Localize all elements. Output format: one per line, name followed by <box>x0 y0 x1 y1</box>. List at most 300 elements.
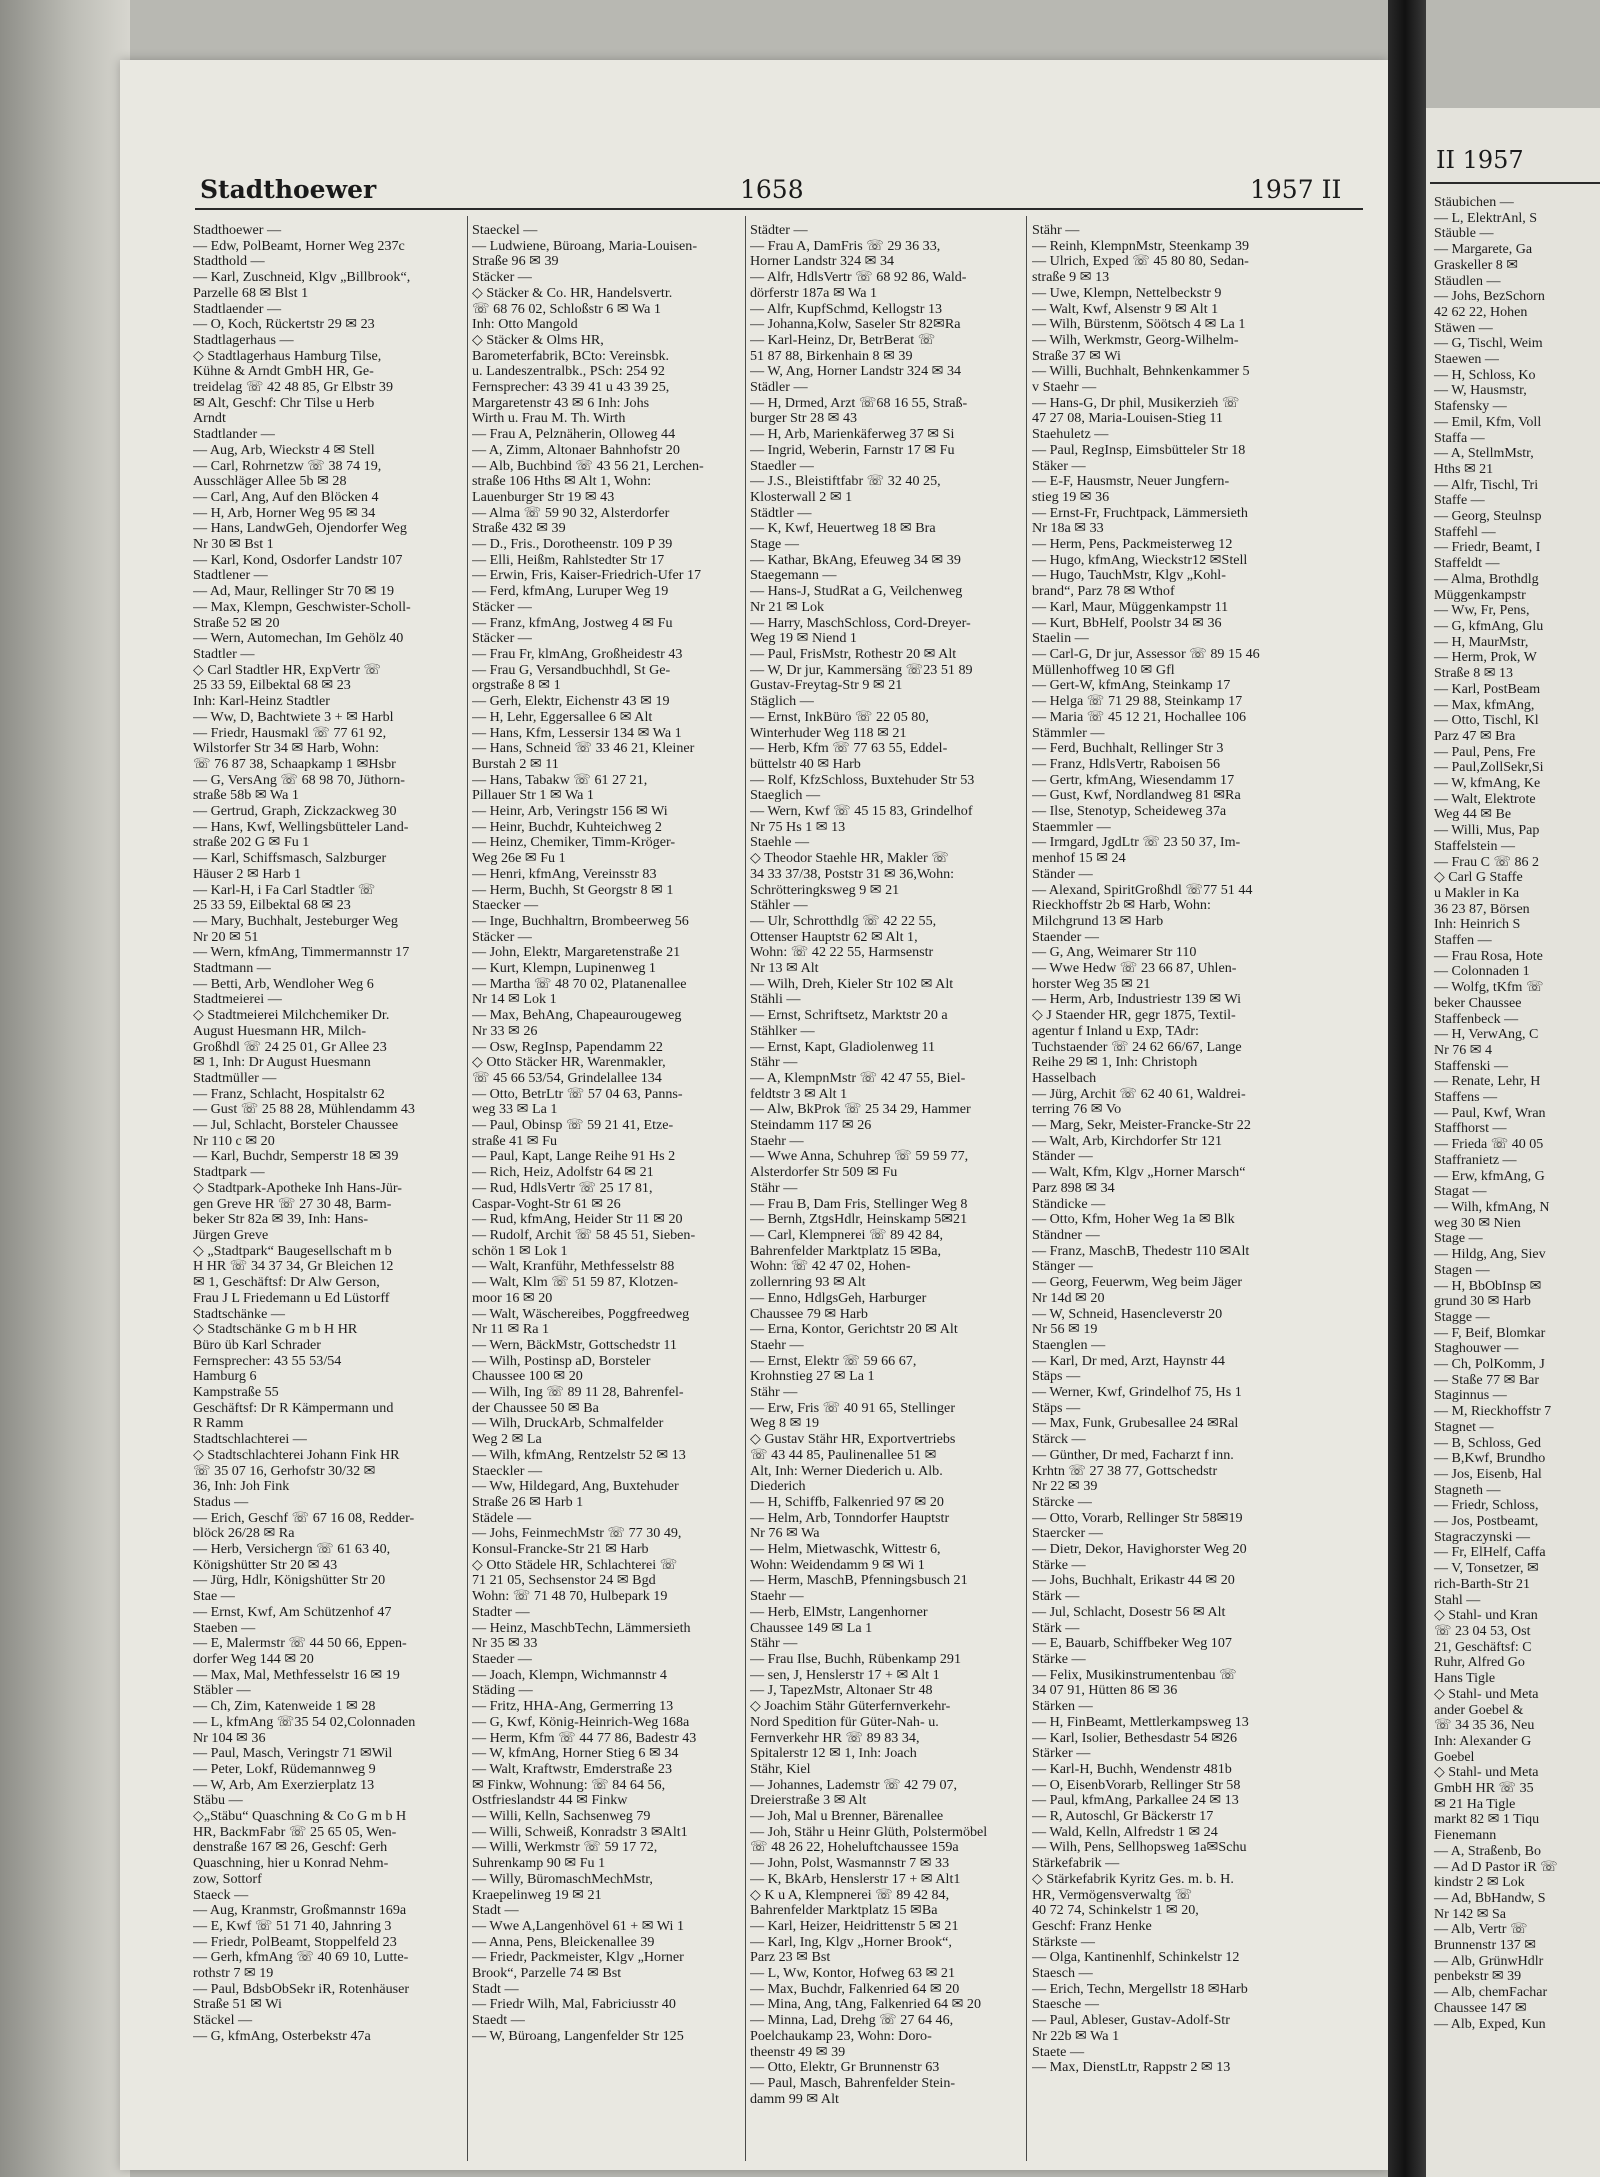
directory-entry-line: Kühne & Arndt GmbH HR, Ge- <box>193 364 374 380</box>
directory-entry-line: — Karl, Zuschneid, Klgv „Billbrook“, <box>193 270 411 286</box>
directory-entry-line: Hamburg 6 <box>193 1369 257 1385</box>
directory-entry-line: — Paul, Kapt, Lange Reihe 91 Hs 2 <box>472 1149 676 1165</box>
directory-entry-line: — Reinh, KlempnMstr, Steenkamp 39 <box>1032 238 1250 254</box>
directory-entry-line: — Günther, Dr med, Facharzt f inn. <box>1032 1447 1234 1463</box>
directory-entry-line: HR, Vermögensverwaltg ☏ <box>1032 1887 1193 1903</box>
directory-entry-line: feldtstr 3 ✉ Alt 1 <box>750 1086 848 1102</box>
directory-entry-line: — Frau A, DamFris ☏ 29 36 33, <box>750 238 941 254</box>
directory-entry-line: — Johannes, Lademstr ☏ 42 79 07, <box>750 1777 958 1793</box>
directory-entry-line: Nr 110 c ✉ 20 <box>193 1133 275 1149</box>
directory-entry-line: — Carl, Klempnerei ☏ 89 42 84, <box>750 1228 943 1243</box>
directory-entry-line: — Ernst, Schriftsetz, Marktstr 20 a <box>750 1008 948 1024</box>
facing-entry-line: ◇ Stahl- und Meta <box>1434 1686 1539 1702</box>
directory-entry-line: Steindamm 117 ✉ 26 <box>750 1118 872 1134</box>
directory-entry-line: Staehr — <box>750 1589 804 1605</box>
directory-entry-line: — Kurt, Klempn, Lupinenweg 1 <box>472 961 656 977</box>
directory-entry-line: straße 41 ✉ Fu <box>472 1133 558 1149</box>
header-rule <box>195 208 1363 210</box>
directory-entry-line: — Johanna,Kolw, Saseler Str 82✉Ra <box>750 317 961 333</box>
facing-entry-line: Stagen — <box>1434 1262 1490 1278</box>
directory-entry-line: — Herm, Arb, Industriestr 139 ✉ Wi <box>1032 992 1242 1008</box>
directory-entry-line: Straße 37 ✉ Wi <box>1032 348 1121 364</box>
directory-entry-line: — Wilh, Bürstenm, Söötsch 4 ✉ La 1 <box>1032 317 1246 333</box>
directory-entry-line: — Hans, Schneid ☏ 33 46 21, Kleiner <box>472 741 695 757</box>
directory-entry-line: — Hans, Tabakw ☏ 61 27 21, <box>472 772 648 788</box>
facing-entry-line: — Max, kfmAng, <box>1434 697 1535 713</box>
directory-entry-line: zow, Sottorf <box>193 1871 262 1887</box>
facing-entry-line: Stagraczynski — <box>1434 1529 1531 1545</box>
directory-entry-line: — Herm, Buchh, St Georgstr 8 ✉ 1 <box>472 882 674 898</box>
directory-entry-line: Stäps — <box>1032 1369 1081 1385</box>
directory-entry-line: Stäker — <box>1032 458 1086 474</box>
directory-entry-line: — Felix, Musikinstrumentenbau ☏ <box>1032 1667 1237 1683</box>
directory-entry-line: — Maria ☏ 45 12 21, Hochallee 106 <box>1032 709 1247 725</box>
directory-entry-line: — Paul, FrisMstr, Rothestr 20 ✉ Alt <box>750 646 957 662</box>
directory-entry-line: Bahrenfelder Marktplatz 15 ✉Ba <box>750 1903 938 1919</box>
directory-entry-line: — Hans, Kfm, Lessersir 134 ✉ Wa 1 <box>472 725 682 741</box>
directory-entry-line: Nr 76 ✉ Wa <box>750 1526 820 1542</box>
facing-entry-line: markt 82 ✉ 1 Tiqu <box>1434 1812 1540 1828</box>
facing-entry-line: ✉ 21 Ha Tigle <box>1434 1796 1516 1812</box>
directory-entry-line: — Rolf, KfzSchloss, Buxtehuder Str 53 <box>750 772 975 788</box>
directory-entry-line: Nr 11 ✉ Ra 1 <box>472 1322 550 1338</box>
directory-entry-line: — W, Dr jur, Kammersäng ☏23 51 89 <box>750 662 973 678</box>
directory-entry-line: Alsterdorfer Str 509 ✉ Fu <box>750 1165 898 1181</box>
directory-entry-line: — Mina, Ang, tAng, Falkenried 64 ✉ 20 <box>750 1997 982 2013</box>
directory-entry-line: — Otto, Kfm, Hoher Weg 1a ✉ Blk <box>1032 1212 1235 1228</box>
directory-entry-line: Staeck — <box>193 1887 249 1903</box>
directory-entry-line: Parz 23 ✉ Bst <box>750 1950 831 1966</box>
facing-entry-line: Ruhr, Alfred Go <box>1434 1655 1525 1671</box>
directory-entry-line: — G, VersAng ☏ 68 98 70, Jüthorn- <box>193 772 405 788</box>
directory-entry-line: — Herb, Kfm ☏ 77 63 55, Eddel- <box>750 741 948 757</box>
facing-entry-line: Hths ✉ 21 <box>1434 461 1494 477</box>
facing-entry-line: — Hildg, Ang, Siev <box>1434 1247 1546 1263</box>
directory-entry-line: Stärke — <box>1032 1557 1086 1573</box>
directory-entry-line: Staehuletz — <box>1032 427 1109 443</box>
directory-entry-line: ◇„Stäbu“ Quaschning & Co G m b H <box>193 1809 407 1825</box>
directory-entry-line: Brook“, Parzelle 74 ✉ Bst <box>472 1966 622 1982</box>
directory-entry-line: Chaussee 100 ✉ 20 <box>472 1369 583 1385</box>
facing-entry-line: — Fr, ElHelf, Caffa <box>1434 1545 1546 1561</box>
directory-entry-line: — Karl, Schiffsmasch, Salzburger <box>193 851 387 867</box>
directory-entry-line: — Friedr, Hausmakl ☏ 77 61 92, <box>193 725 387 741</box>
directory-entry-line: — Gust, Kwf, Nordlandweg 81 ✉Ra <box>1032 788 1241 804</box>
facing-page <box>1426 108 1600 2177</box>
facing-entry-line: Staewen — <box>1434 352 1499 368</box>
directory-entry-line: 47 27 08, Maria-Louisen-Stieg 11 <box>1032 411 1223 427</box>
directory-entry-line: — Paul, kfmAng, Parkallee 24 ✉ 13 <box>1032 1793 1239 1809</box>
directory-entry-line: — Willy, BüromaschMechMstr, <box>472 1871 653 1887</box>
directory-entry-line: Kampstraße 55 <box>193 1385 279 1401</box>
directory-entry-line: 51 87 88, Birkenhain 8 ✉ 39 <box>750 348 913 364</box>
directory-entry-line: — Gerh, kfmAng ☏ 40 69 10, Lutte- <box>193 1950 409 1966</box>
directory-entry-line: Stadtschänke — <box>193 1306 285 1322</box>
directory-entry-line: Frau J L Friedemann u Ed Lüstorff <box>193 1290 390 1306</box>
directory-entry-line: — Gerh, Elektr, Eichenstr 43 ✉ 19 <box>472 694 670 710</box>
directory-entry-line: Stäbu — <box>193 1793 243 1809</box>
directory-entry-line: — A, Zimm, Altonaer Bahnhofstr 20 <box>472 442 680 458</box>
directory-entry-line: Stäcker — <box>472 631 532 647</box>
directory-entry-line: — W, Schneid, Hasencleverstr 20 <box>1032 1306 1223 1322</box>
facing-entry-line: Staffenski — <box>1434 1058 1509 1074</box>
directory-entry-line: — Wilh, Werkmstr, Georg-Wilhelm- <box>1032 332 1239 348</box>
directory-entry-line: Staender — <box>1032 929 1099 945</box>
directory-entry-line: Stärken — <box>1032 1699 1093 1715</box>
directory-entry-line: — Martha ☏ 48 70 02, Platanenallee <box>472 976 687 992</box>
directory-entry-line: — Otto, Elektr, Gr Brunnenstr 63 <box>750 2060 940 2076</box>
facing-entry-line: — Alma, Brothdlg <box>1434 571 1539 587</box>
directory-entry-line: — Alfr, HdlsVertr ☏ 68 92 86, Wald- <box>750 270 967 286</box>
directory-entry-line: Stadt — <box>472 1903 519 1919</box>
directory-entry-line: Rieckhoffstr 2b ✉ Harb, Wohn: <box>1032 898 1211 914</box>
directory-entry-line: Weg 8 ✉ 19 <box>750 1416 819 1432</box>
directory-entry-line: — Franz, HdlsVertr, Raboisen 56 <box>1032 756 1221 772</box>
facing-entry-line: Nr 76 ✉ 4 <box>1434 1042 1493 1058</box>
directory-entry-line: Stähr — <box>750 1180 798 1196</box>
directory-entry-line: — Frau G, Versandbuchhdl, St Ge- <box>472 662 671 678</box>
directory-entry-line: — J, TapezMstr, Altonaer Str 48 <box>750 1683 933 1699</box>
directory-entry-line: agentur f Inland u Exp, TAdr: <box>1032 1023 1199 1039</box>
directory-entry-line: — Ww, D, Bachtwiete 3 + ✉ Harbl <box>193 709 394 725</box>
directory-entry-line: Stähler — <box>750 898 808 914</box>
directory-entry-line: Straße 51 ✉ Wi <box>193 1997 282 2013</box>
directory-entry-line: Stage — <box>750 537 799 553</box>
directory-entry-line: Stärck — <box>1032 1432 1086 1448</box>
directory-entry-line: Städele — <box>472 1510 532 1526</box>
directory-entry-line: — Max, DienstLtr, Rappstr 2 ✉ 13 <box>1032 2060 1231 2076</box>
directory-entry-line: Nr 35 ✉ 33 <box>472 1636 538 1652</box>
directory-column-3 <box>750 223 1025 2158</box>
directory-entry-line: Nr 18a ✉ 33 <box>1032 521 1104 537</box>
directory-entry-line: — Gert-W, kfmAng, Steinkamp 17 <box>1032 678 1231 694</box>
directory-entry-line: — Walt, Kranführ, Methfesselstr 88 <box>472 1259 675 1275</box>
facing-entry-line: 36 23 87, Börsen <box>1434 901 1530 917</box>
directory-entry-line: — H, Drmed, Arzt ☏68 16 55, Straß- <box>750 395 968 411</box>
directory-entry-line: — W, Arb, Am Exerzierplatz 13 <box>193 1777 375 1793</box>
directory-entry-line: August Huesmann HR, Milch- <box>193 1023 367 1039</box>
directory-entry-line: — Erich, Geschf ☏ 67 16 08, Redder- <box>193 1510 415 1526</box>
directory-entry-line: — Walt, Kraftwstr, Emderstraße 23 <box>472 1761 672 1777</box>
facing-entry-line: 21, Geschäftsf: C <box>1434 1639 1532 1655</box>
directory-entry-line: — Ferd, kfmAng, Luruper Weg 19 <box>472 584 669 600</box>
directory-entry-line: — Karl, Heizer, Heidrittenstr 5 ✉ 21 <box>750 1918 959 1934</box>
facing-entry-line: Staffa — <box>1434 430 1485 446</box>
directory-entry-line: 25 33 59, Eilbektal 68 ✉ 23 <box>193 678 351 694</box>
directory-entry-line: Stärker — <box>1032 1746 1091 1762</box>
directory-entry-line: denstraße 167 ✉ 26, Geschf: Gerh <box>193 1840 388 1856</box>
directory-entry-line: ◇ „Stadtpark“ Baugesellschaft m b <box>193 1243 392 1259</box>
directory-entry-line: Stäckel — <box>193 2013 253 2029</box>
directory-entry-line: — Wern, Automechan, Im Gehölz 40 <box>193 631 404 647</box>
directory-entry-line: — Rudolf, Archit ☏ 58 45 51, Sieben- <box>472 1228 696 1243</box>
directory-entry-line: — Otto, Vorarb, Rellinger Str 58✉19 <box>1032 1510 1243 1526</box>
directory-entry-line: — Hugo, TauchMstr, Klgv „Kohl- <box>1032 568 1226 584</box>
directory-entry-line: — Alma ☏ 59 90 32, Alsterdorfer <box>472 505 670 521</box>
directory-entry-line: Geschf: Franz Henke <box>1032 1918 1152 1934</box>
directory-entry-line: — Uwe, Klempn, Nettelbeckstr 9 <box>1032 285 1222 301</box>
facing-entry-line: ◇ Carl G Staffe <box>1434 870 1523 886</box>
directory-entry-line: rothstr 7 ✉ 19 <box>193 1966 274 1982</box>
directory-entry-line: — Kathar, BkAng, Efeuweg 34 ✉ 39 <box>750 552 961 568</box>
facing-entry-line: Müggenkampstr <box>1434 587 1526 603</box>
facing-entry-line: — Wolfg, tKfm ☏ <box>1434 980 1544 996</box>
facing-entry-line: Staghouwer — <box>1434 1341 1519 1357</box>
directory-entry-line: 25 33 59, Eilbektal 68 ✉ 23 <box>193 898 351 914</box>
directory-entry-line: Klosterwall 2 ✉ 1 <box>750 489 853 505</box>
facing-entry-line: — Frau C ☏ 86 2 <box>1434 854 1540 870</box>
directory-entry-line: Krohnstieg 27 ✉ La 1 <box>750 1369 875 1385</box>
facing-entry-line: — Ww, Fr, Pens, <box>1434 603 1530 619</box>
directory-entry-line: Pillauer Str 1 ✉ Wa 1 <box>472 788 594 804</box>
directory-entry-line: Städing — <box>472 1683 533 1699</box>
directory-entry-line: ◇ Joachim Stähr Güterfernverkehr- <box>750 1699 951 1715</box>
directory-entry-line: — L, kfmAng ☏35 54 02,Colonnaden <box>193 1714 416 1730</box>
directory-entry-line: ☏ 35 07 16, Gerhofstr 30/32 ✉ <box>193 1463 376 1479</box>
directory-entry-line: Städter — <box>750 223 808 238</box>
facing-entry-line: — Friedr, Beamt, I <box>1434 540 1541 556</box>
directory-entry-line: — Ad, Maur, Rellinger Str 70 ✉ 19 <box>193 584 395 600</box>
facing-entry-line: Stage — <box>1434 1231 1483 1247</box>
directory-entry-line: Ständer — <box>1032 1149 1093 1165</box>
directory-entry-line: ☏ 48 26 22, Hoheluftchaussee 159a <box>750 1840 959 1856</box>
facing-entry-line: weg 30 ✉ Nien <box>1434 1215 1521 1231</box>
directory-entry-line: — Max, Buchdr, Falkenried 64 ✉ 20 <box>750 1981 960 1997</box>
directory-entry-line: — John, Elektr, Margaretenstraße 21 <box>472 945 681 961</box>
directory-entry-line: Spitalerstr 12 ✉ 1, Inh: Joach <box>750 1746 917 1762</box>
directory-entry-line: Straße 52 ✉ 20 <box>193 615 280 631</box>
directory-entry-line: — Max, Funk, Grubesallee 24 ✉Ral <box>1032 1416 1239 1432</box>
facing-entry-line: — A, Straßenb, Bo <box>1434 1843 1541 1859</box>
directory-entry-line: — Heinz, MaschbTechn, Lämmersieth <box>472 1620 691 1636</box>
directory-entry-line: treidelag ☏ 42 48 85, Gr Elbstr 39 <box>193 380 394 396</box>
directory-entry-line: — Carl, Rohrnetzw ☏ 38 74 19, <box>193 458 382 474</box>
directory-entry-line: — Johs, Buchhalt, Erikastr 44 ✉ 20 <box>1032 1573 1235 1589</box>
directory-entry-line: Staehr — <box>750 1133 804 1149</box>
directory-entry-line: — Joh, Mal u Brenner, Bärenallee <box>750 1809 944 1825</box>
directory-entry-line: beker Str 82a ✉ 39, Inh: Hans- <box>193 1212 369 1228</box>
facing-entry-line: — G, Tischl, Weim <box>1434 336 1543 352</box>
directory-entry-line: — Max, BehAng, Chapeaurougeweg <box>472 1008 682 1024</box>
directory-entry-line: — J.S., Bleistiftfabr ☏ 32 40 25, <box>750 474 941 490</box>
directory-entry-line: Nr 20 ✉ 51 <box>193 929 259 945</box>
facing-entry-line: — Renate, Lehr, H <box>1434 1074 1541 1090</box>
directory-entry-line: gen Greve HR ☏ 27 30 48, Barm- <box>193 1196 392 1212</box>
directory-entry-line: — Inge, Buchhaltrn, Brombeerweg 56 <box>472 913 689 929</box>
directory-entry-line: ◇ Stadtpark-Apotheke Inh Hans-Jür- <box>193 1180 402 1196</box>
directory-entry-line: Stärkefabrik — <box>1032 1856 1120 1872</box>
directory-entry-line: — Willi, Schweiß, Konradstr 3 ✉Alt1 <box>472 1824 688 1840</box>
directory-entry-line: — Rud, kfmAng, Heider Str 11 ✉ 20 <box>472 1212 683 1228</box>
directory-entry-line: — Frau Fr, klmAng, Großheidestr 43 <box>472 646 683 662</box>
column-divider <box>745 216 746 2161</box>
directory-entry-line: Stänger — <box>1032 1259 1093 1275</box>
directory-entry-line: — Paul, Masch, Veringstr 71 ✉Wil <box>193 1746 393 1762</box>
directory-column-2 <box>472 223 743 2158</box>
facing-entry-line: Parz 47 ✉ Bra <box>1434 728 1516 744</box>
directory-entry-line: — Hugo, kfmAng, Wieckstr12 ✉Stell <box>1032 552 1248 568</box>
directory-entry-line: Stählker — <box>750 1023 815 1039</box>
facing-entry-line: Hans Tigle <box>1434 1671 1496 1687</box>
directory-entry-line: Dreierstraße 3 ✉ Alt <box>750 1793 867 1809</box>
directory-entry-line: — Ch, Zim, Katenweide 1 ✉ 28 <box>193 1699 376 1715</box>
directory-entry-line: brand“, Parz 78 ✉ Wthof <box>1032 584 1175 600</box>
directory-entry-line: — Alb, Buchbind ☏ 43 56 21, Lerchen- <box>472 458 704 474</box>
directory-entry-line: — Ernst, Elektr ☏ 59 66 67, <box>750 1353 917 1369</box>
directory-entry-line: — Ferd, Buchhalt, Rellinger Str 3 <box>1032 741 1224 757</box>
facing-entry-line: Stäudlen — <box>1434 273 1501 289</box>
facing-entry-line: — Georg, Steulnsp <box>1434 509 1542 525</box>
facing-entry-line: — Margarete, Ga <box>1434 242 1533 258</box>
directory-entry-line: u. Landeszentralbk., PSch: 254 92 <box>472 364 665 380</box>
directory-entry-line: — Ulrich, Exped ☏ 45 80 80, Sedan- <box>1032 254 1249 270</box>
directory-entry-line: — John, Polst, Wasmannstr 7 ✉ 33 <box>750 1856 950 1872</box>
directory-entry-line: ☏ 45 66 53/54, Grindelallee 134 <box>472 1070 662 1086</box>
facing-entry-line: — H, BbObInsp ✉ <box>1434 1278 1542 1294</box>
directory-entry-line: — Wilh, Pens, Sellhopsweg 1a✉Schu <box>1032 1840 1247 1856</box>
directory-entry-line: Stähr — <box>1032 223 1080 238</box>
directory-entry-line: 36, Inh: Joh Fink <box>193 1479 290 1495</box>
directory-entry-line: — Jürg, Archit ☏ 62 40 61, Waldrei- <box>1032 1086 1246 1102</box>
facing-entry-line: — Frieda ☏ 40 05 <box>1434 1137 1544 1153</box>
directory-entry-line: — W, kfmAng, Horner Stieg 6 ✉ 34 <box>472 1746 679 1762</box>
facing-entry-line: Weg 44 ✉ Be <box>1434 807 1512 823</box>
directory-entry-line: — W, Büroang, Langenfelder Str 125 <box>472 2028 684 2044</box>
facing-entry-line: — Alb, chemFachar <box>1434 1985 1548 2001</box>
directory-entry-line: Ständner — <box>1032 1228 1100 1243</box>
directory-entry-line: Tuchstaender ☏ 24 62 66/67, Lange <box>1032 1039 1242 1055</box>
facing-entry-line: ◇ Stahl- und Meta <box>1434 1765 1539 1781</box>
directory-entry-line: — Frau A, Pelznäherin, Olloweg 44 <box>472 427 676 443</box>
directory-entry-line: — Hans-G, Dr phil, Musikerzieh ☏ <box>1032 395 1240 411</box>
directory-entry-line: — O, EisenbVorarb, Rellinger Str 58 <box>1032 1777 1241 1793</box>
facing-entry-line: — Johs, BezSchorn <box>1434 289 1545 305</box>
directory-entry-line: Königshütter Str 20 ✉ 43 <box>193 1557 338 1573</box>
facing-entry-line: — Emil, Kfm, Voll <box>1434 414 1542 430</box>
directory-entry-line: — Aug, Arb, Wieckstr 4 ✉ Stell <box>193 442 375 458</box>
directory-entry-line: — Paul, RegInsp, Eimsbütteler Str 18 <box>1032 442 1246 458</box>
directory-entry-line: — Georg, Feuerwm, Weg beim Jäger <box>1032 1275 1243 1291</box>
directory-entry-line: — Karl, Dr med, Arzt, Haynstr 44 <box>1032 1353 1225 1369</box>
column-divider <box>1026 216 1027 2161</box>
facing-entry-line: — H, VerwAng, C <box>1434 1027 1539 1043</box>
directory-entry-line: — E, Bauarb, Schiffbeker Weg 107 <box>1032 1636 1232 1652</box>
directory-entry-line: — Walt, Wäschereibes, Poggfreedweg <box>472 1306 690 1322</box>
directory-entry-line: weg 33 ✉ La 1 <box>472 1102 558 1118</box>
facing-entry-line: Stagnet — <box>1434 1419 1494 1435</box>
directory-entry-line: straße 106 Hths ✉ Alt 1, Wohn: <box>472 474 652 490</box>
facing-entry-line: — F, Beif, Blomkar <box>1434 1325 1546 1341</box>
directory-entry-line: Inh: Karl-Heinz Stadtler <box>193 694 330 710</box>
facing-entry-line: — W, Hausmstr, <box>1434 383 1527 399</box>
directory-entry-line: — Henri, kfmAng, Vereinsstr 83 <box>472 866 657 882</box>
directory-entry-line: — Osw, RegInsp, Papendamm 22 <box>472 1039 663 1055</box>
directory-entry-line: Staecker — <box>472 898 539 914</box>
directory-entry-line: Wohn: ☏ 42 22 55, Harmsenstr <box>750 945 934 961</box>
directory-entry-line: — Ernst, InkBüro ☏ 22 05 80, <box>750 709 929 725</box>
facing-entry-line: — L, ElektrAnl, S <box>1434 210 1538 226</box>
directory-entry-line: Barometerfabrik, BCto: Vereinsbk. <box>472 348 670 364</box>
directory-entry-line: — Karl, Maur, Müggenkampstr 11 <box>1032 599 1229 615</box>
directory-entry-line: Stämmler — <box>1032 725 1105 741</box>
directory-entry-line: — Erw, Fris ☏ 40 91 65, Stellinger <box>750 1400 956 1416</box>
facing-entry-line: kindstr 2 ✉ Lok <box>1434 1875 1525 1891</box>
directory-entry-line: — Wern, Kwf ☏ 45 15 83, Grindelhof <box>750 804 973 820</box>
directory-entry-line: — G, kfmAng, Osterbekstr 47a <box>193 2028 371 2044</box>
facing-entry-line: Brunnenstr 137 ✉ <box>1434 1938 1536 1954</box>
directory-entry-line: — Karl, Kond, Osdorfer Landstr 107 <box>193 552 403 568</box>
directory-entry-line: — Carl-G, Dr jur, Assessor ☏ 89 15 46 <box>1032 646 1260 662</box>
directory-entry-line: — Karl-Heinz, Dr, BetrBerat ☏ <box>750 332 936 348</box>
directory-entry-line: Staemmler — <box>1032 819 1111 835</box>
directory-entry-line: — Anna, Pens, Bleickenallee 39 <box>472 1934 655 1950</box>
facing-header-rule <box>1430 182 1600 184</box>
directory-entry-line: ✉ 1, Geschäftsf: Dr Alw Gerson, <box>193 1275 380 1291</box>
facing-entry-line: — Alfr, Tischl, Tri <box>1434 477 1539 493</box>
directory-entry-line: — L, Ww, Kontor, Hofweg 63 ✉ 21 <box>750 1966 956 1982</box>
directory-entry-line: Stähr — <box>750 1636 798 1652</box>
directory-entry-line: Hasselbach <box>1032 1070 1097 1086</box>
directory-entry-line: Stae — <box>193 1589 235 1605</box>
directory-entry-line: — Friedr, Packmeister, Klgv „Horner <box>472 1950 684 1966</box>
directory-entry-line: Bahrenfelder Marktplatz 15 ✉Ba, <box>750 1243 942 1259</box>
directory-entry-line: dorfer Weg 144 ✉ 20 <box>193 1651 314 1667</box>
directory-entry-line: — Paul, Obinsp ☏ 59 21 41, Etze- <box>472 1118 674 1134</box>
directory-entry-line: Stadthold — <box>193 254 265 270</box>
directory-entry-line: — Ilse, Stenotyp, Scheideweg 37a <box>1032 804 1227 820</box>
facing-entry-line: Staffens — <box>1434 1090 1498 1106</box>
scan-background <box>0 0 130 2177</box>
directory-entry-line: Stadtmann — <box>193 961 271 977</box>
directory-entry-line: Stadtpark — <box>193 1165 265 1181</box>
directory-entry-line: — Ernst-Fr, Fruchtpack, Lämmersieth <box>1032 505 1248 521</box>
directory-entry-line: Krhtn ☏ 27 38 77, Gottschedstr <box>1032 1463 1218 1479</box>
facing-entry-line: Stäwen — <box>1434 320 1493 336</box>
directory-entry-line: dörferstr 187a ✉ Wa 1 <box>750 285 878 301</box>
directory-entry-line: — Hans-J, StudRat a G, Veilchenweg <box>750 584 963 600</box>
directory-entry-line: ◇ K u A, Klempnerei ☏ 89 42 84, <box>750 1887 950 1903</box>
directory-entry-line: Diederich <box>750 1479 806 1495</box>
directory-entry-line: — Wwe Hedw ☏ 23 66 87, Uhlen- <box>1032 961 1237 977</box>
directory-entry-line: Großhdl ☏ 24 25 01, Gr Allee 23 <box>193 1039 387 1055</box>
directory-entry-line: Nr 75 Hs 1 ✉ 13 <box>750 819 846 835</box>
directory-entry-line: Staeben — <box>193 1620 256 1636</box>
facing-entry-line: 42 62 22, Hohen <box>1434 304 1528 320</box>
directory-entry-line: Wohn: ☏ 71 48 70, Hulbepark 19 <box>472 1589 668 1605</box>
directory-entry-line: — Betti, Arb, Wendloher Weg 6 <box>193 976 374 992</box>
facing-entry-line: — Ad, BbHandw, S <box>1434 1890 1546 1906</box>
facing-entry-line: Goebel <box>1434 1749 1475 1765</box>
facing-entry-line: — Wilh, kfmAng, N <box>1434 1200 1550 1215</box>
facing-entry-line: Staffelstein — <box>1434 838 1516 854</box>
facing-entry-line: Staffen — <box>1434 933 1492 949</box>
directory-entry-line: R Ramm <box>193 1416 244 1432</box>
directory-entry-line: Stäbler — <box>193 1683 251 1699</box>
facing-entry-line: — H, MaurMstr, <box>1434 634 1529 650</box>
facing-entry-line: — Frau Rosa, Hote <box>1434 948 1543 964</box>
facing-entry-line: — Otto, Tischl, Kl <box>1434 713 1539 729</box>
directory-entry-line: Staedt — <box>472 2013 525 2029</box>
directory-entry-line: Stadtlener — <box>193 568 268 584</box>
directory-entry-line: Stadt — <box>472 1981 519 1997</box>
facing-entry-line: — Ad D Pastor iR ☏ <box>1434 1859 1558 1875</box>
directory-entry-line: — Ernst, Kapt, Gladiolenweg 11 <box>750 1039 936 1055</box>
directory-entry-line: — Karl, Isolier, Bethesdastr 54 ✉26 <box>1032 1730 1237 1746</box>
directory-entry-line: — Hans, Kwf, Wellingsbütteler Land- <box>193 819 409 835</box>
directory-entry-line: — Walt, Arb, Kirchdorfer Str 121 <box>1032 1133 1223 1149</box>
facing-entry-line: — Jos, Postbeamt, <box>1434 1514 1539 1530</box>
directory-entry-line: Stadtler — <box>193 646 255 662</box>
